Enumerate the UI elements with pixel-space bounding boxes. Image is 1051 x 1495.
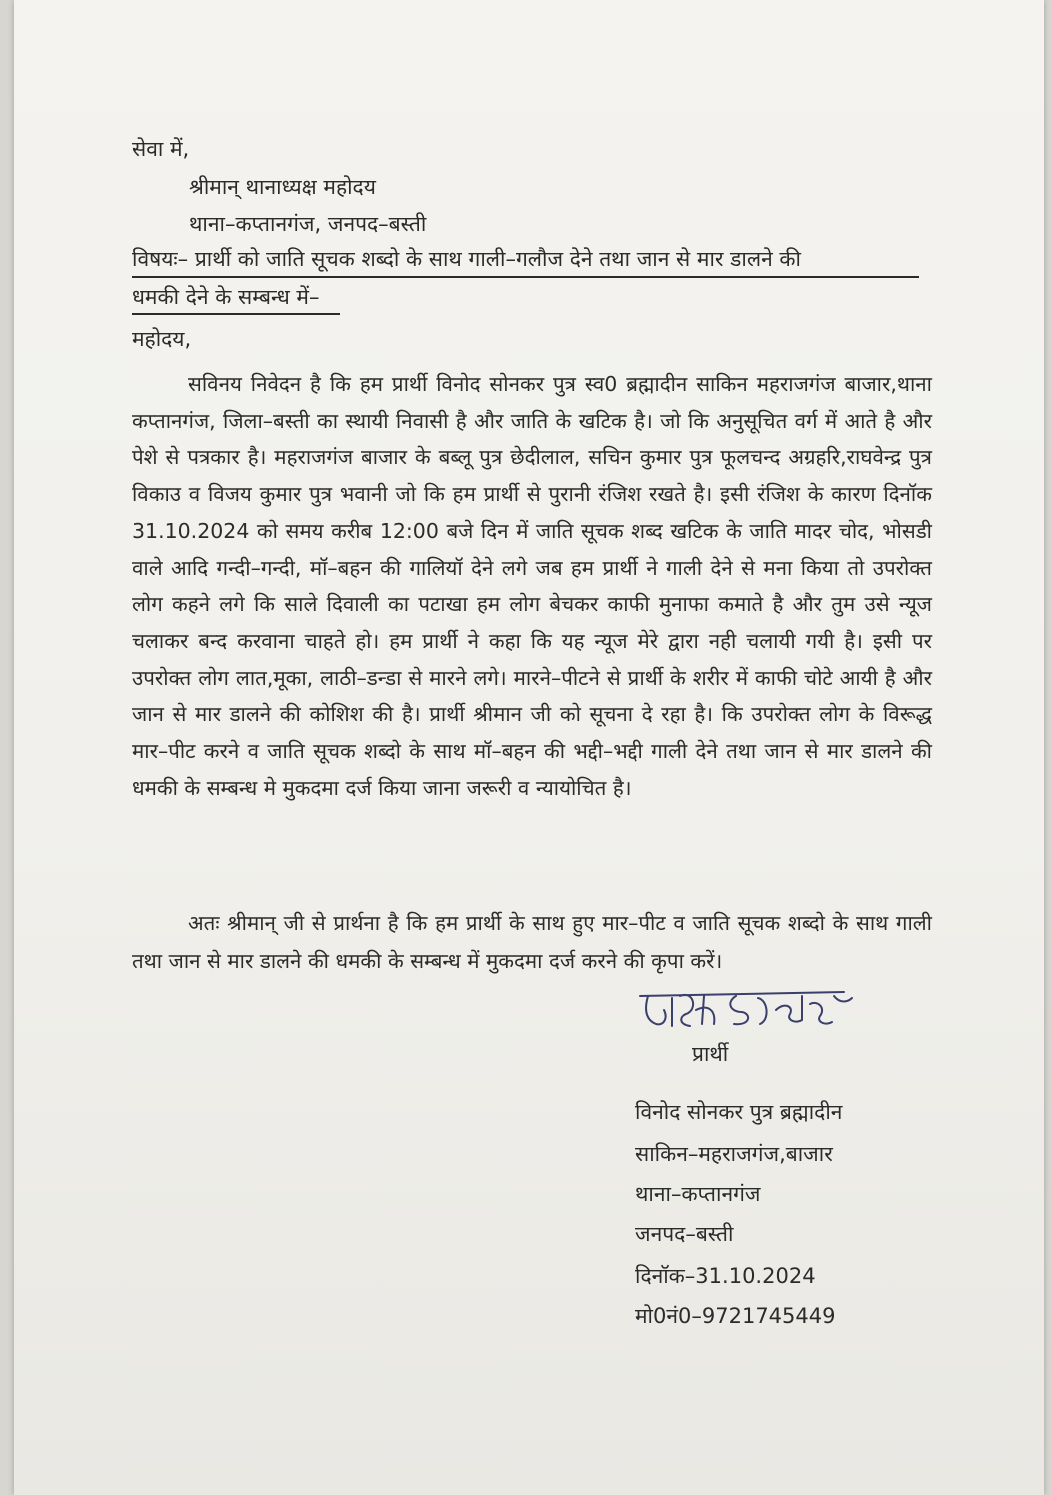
sender-district: जनपद–बस्ती — [635, 1222, 734, 1246]
sender-date: दिनॉक–31.10.2024 — [635, 1264, 816, 1288]
handwritten-signature — [634, 980, 864, 1040]
sender-name: विनोद सोनकर पुत्र ब्रह्मादीन — [635, 1100, 843, 1124]
letter-sheet — [14, 0, 1044, 1495]
subject-underline-1 — [132, 276, 919, 278]
signature-label: प्रार्थी — [692, 1042, 729, 1066]
address-line-2: श्रीमान् थानाध्यक्ष महोदय — [189, 175, 376, 199]
closing-paragraph: अतः श्रीमान् जी से प्रार्थना है कि हम प्रार्थी के साथ हुए मार–पीट व जाति सूचक शब्दो के साथ गाली तथा जान से मार डालने की धमकी के सम्बन्ध में मुकदमा दर्ज करने की कृपा करें। — [132, 911, 932, 973]
subject-line-1: विषयः– प्रार्थी को जाति सूचक शब्दो के साथ गाली–गलौज देने तथा जान से मार डालने की — [132, 247, 801, 271]
sender-mobile: मो0नं0–9721745449 — [635, 1304, 836, 1328]
subject-underline-2 — [132, 313, 340, 315]
salutation: महोदय, — [132, 327, 192, 351]
subject-line-2: धमकी देने के सम्बन्ध में– — [132, 285, 320, 309]
address-line-1: सेवा में, — [132, 137, 190, 161]
sender-police-station: थाना–कप्तानगंज — [635, 1182, 761, 1206]
sender-residence: साकिन–महराजगंज,बाजार — [635, 1142, 833, 1166]
body-paragraph: सविनय निवेदन है कि हम प्रार्थी विनोद सोनकर पुत्र स्व0 ब्रह्मादीन साकिन महराजगंज बाजार,थाना कप्तानगंज, जिला–बस्ती का स्थायी निवासी है और जाति के खटिक है। जो कि अनुसूचित वर्ग में आते है और पेशे से पत्रकार है। महराजगंज बाजार के बब्लू पुत्र छेदीलाल, सचिन कुमार पुत्र फूलचन्द अग्रहरि,राघवेन्द्र पुत्र विकाउ व विजय कुमार पुत्र भवानी जो कि हम प्रार्थी से पुरानी रंजिश रखते है। इसी रंजिश के कारण दिनॉक 31.10.2024 को समय करीब 12:00 बजे दिन में जाति सूचक शब्द खटिक के जाति मादर चोद, भोसडी वाले आदि गन्दी–गन्दी, मॉ–बहन की गालियॉ देने लगे जब हम प्रार्थी ने गाली देने से मना किया तो उपरोक्त लोग कहने लगे कि साले दिवाली का पटाखा हम लोग बेचकर काफी मुनाफा कमाते है और तुम उसे न्यूज चलाकर बन्द करवाना चाहते हो। हम प्रार्थी ने कहा कि यह न्यूज मेरे द्वारा नही चलायी गयी है। इसी पर उपरोक्त लोग लात,मूका, लाठी–डन्डा से मारने लगे। मारने–पीटने से प्रार्थी के शरीर में काफी चोटे आयी है और जान से मार डालने की कोशिश की है। प्रार्थी श्रीमान जी को सूचना दे रहा है। कि उपरोक्त लोग के विरूद्ध मार–पीट करने व जाति सूचक शब्दो के साथ मॉ–बहन की भद्दी–भद्दी गाली देने तथा जान से मार डालने की धमकी के सम्बन्ध मे मुकदमा दर्ज किया जाना जरूरी व न्यायोचित है। — [132, 372, 932, 800]
address-line-3: थाना–कप्तानगंज, जनपद–बस्ती — [189, 212, 427, 236]
signature-drawing — [634, 980, 864, 1040]
